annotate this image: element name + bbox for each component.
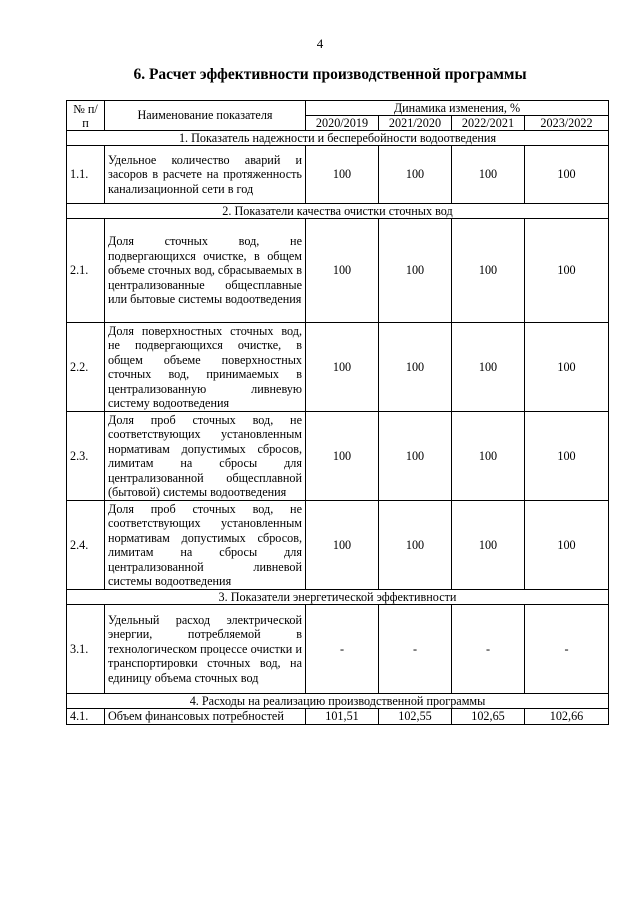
row-value: 100 — [306, 412, 379, 501]
row-indicator-name: Удельное количество аварий и засоров в расчете на протяженность канализационной сети в год — [105, 146, 306, 204]
table-row — [67, 219, 609, 323]
row-indicator-name: Объем финансовых потребностей — [105, 709, 306, 725]
header-year: 2020/2019 — [306, 116, 379, 131]
table-row — [67, 605, 609, 694]
table-row — [67, 709, 609, 725]
header-year: 2023/2022 — [525, 116, 609, 131]
table-row — [67, 501, 609, 590]
header-year: 2021/2020 — [379, 116, 452, 131]
row-value: 102,65 — [452, 709, 525, 725]
header-name: Наименование показателя — [105, 101, 306, 131]
row-value: - — [452, 605, 525, 694]
document-title: 6. Расчет эффективности производственной программы — [133, 66, 527, 83]
row-value: 100 — [525, 146, 609, 204]
row-value: 100 — [379, 323, 452, 412]
row-value: 100 — [525, 501, 609, 590]
row-value: 100 — [525, 412, 609, 501]
page-number: 4 — [316, 36, 324, 51]
row-number: 2.3. — [67, 412, 105, 501]
row-value: 101,51 — [306, 709, 379, 725]
row-value: 100 — [379, 412, 452, 501]
row-value: 100 — [379, 501, 452, 590]
table-row — [67, 146, 609, 204]
section-title: 2. Показатели качества очистки сточных вод — [67, 204, 609, 219]
table-row — [67, 412, 609, 501]
row-value: - — [379, 605, 452, 694]
table-row — [67, 323, 609, 412]
row-indicator-name: Удельный расход электрической энергии, потребляемой в технологическом процессе очистки и транспортировки сточных вод, на единицу объема сточных вод — [105, 605, 306, 694]
row-value: 100 — [452, 412, 525, 501]
section-title: 1. Показатель надежности и бесперебойности водоотведения — [67, 131, 609, 146]
row-indicator-name: Доля проб сточных вод, не соответствующих установленным нормативам допустимых сбросов, лимитам на сбросы для централизованной ливневой системы водоотведения — [105, 501, 306, 590]
header-year: 2022/2021 — [452, 116, 525, 131]
row-number: 3.1. — [67, 605, 105, 694]
row-number: 2.2. — [67, 323, 105, 412]
row-number: 1.1. — [67, 146, 105, 204]
row-value: 102,55 — [379, 709, 452, 725]
row-value: 100 — [379, 146, 452, 204]
row-value: 100 — [452, 219, 525, 323]
row-value: 100 — [306, 501, 379, 590]
row-value: 100 — [452, 146, 525, 204]
row-number: 2.4. — [67, 501, 105, 590]
row-number: 4.1. — [67, 709, 105, 725]
row-value: 100 — [452, 323, 525, 412]
row-value: 100 — [306, 219, 379, 323]
row-value: 102,66 — [525, 709, 609, 725]
row-value: 100 — [525, 219, 609, 323]
row-indicator-name: Доля сточных вод, не подвергающихся очистке, в общем объеме сточных вод, сбрасываемых в централизованные общесплавные или бытовые системы водоотведения — [105, 219, 306, 323]
row-value: - — [306, 605, 379, 694]
section-title: 4. Расходы на реализацию производственной программы — [67, 694, 609, 709]
row-value: 100 — [306, 146, 379, 204]
row-value: 100 — [452, 501, 525, 590]
row-indicator-name: Доля поверхностных сточных вод, не подвергающихся очистке, в общем объеме поверхностных сточных вод, принимаемых в централизованную ливневую систему водоотведения — [105, 323, 306, 412]
efficiency-table — [66, 100, 609, 725]
row-value: - — [525, 605, 609, 694]
header-dynamics: Динамика изменения, % — [306, 101, 609, 116]
row-value: 100 — [306, 323, 379, 412]
header-num: № п/п — [67, 101, 105, 131]
row-value: 100 — [379, 219, 452, 323]
row-indicator-name: Доля проб сточных вод, не соответствующих установленным нормативам допустимых сбросов, лимитам на сбросы для централизованной общесплавной (бытовой) системы водоотведения — [105, 412, 306, 501]
row-value: 100 — [525, 323, 609, 412]
row-number: 2.1. — [67, 219, 105, 323]
section-title: 3. Показатели энергетической эффективности — [67, 590, 609, 605]
